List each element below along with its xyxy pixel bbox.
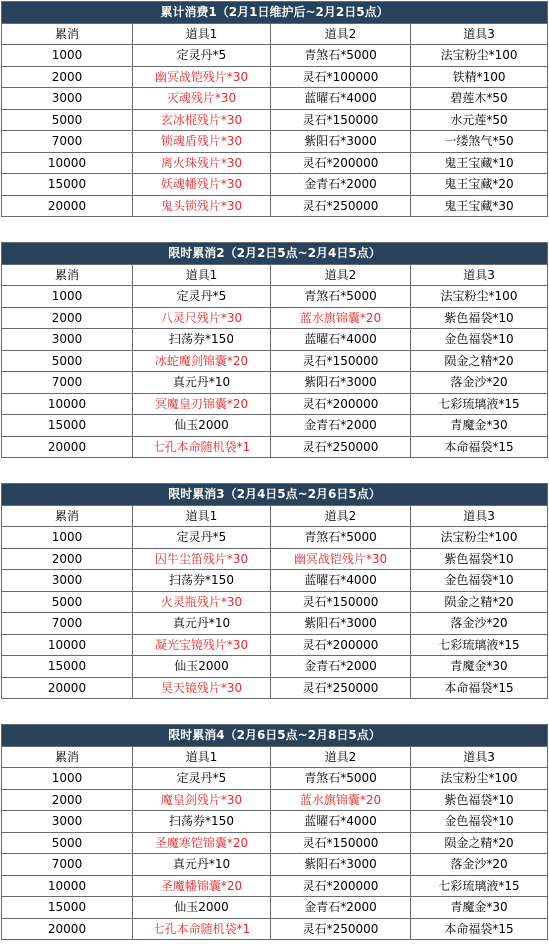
reward-item-cell: 八灵尺残片*30 [133, 307, 271, 329]
column-header: 道具1 [133, 746, 271, 768]
reward-item-cell: 金青石*2000 [271, 897, 411, 919]
spend-threshold-cell: 1000 [2, 45, 133, 67]
table-row [2, 789, 548, 811]
reward-item-cell: 仙玉2000 [133, 415, 271, 437]
reward-item-cell: 金色福袋*10 [411, 811, 548, 833]
reward-item-cell: 灵石*150000 [271, 832, 411, 854]
table-row [2, 329, 548, 351]
reward-item-cell: 灵石*200000 [271, 875, 411, 897]
reward-item-cell: 蓝曜石*4000 [271, 570, 411, 592]
spend-threshold-cell: 20000 [2, 436, 133, 458]
spend-threshold-cell: 3000 [2, 570, 133, 592]
table-row [2, 131, 548, 153]
spend-threshold-cell: 3000 [2, 88, 133, 110]
reward-item-cell: 陨金之精*20 [411, 832, 548, 854]
spend-threshold-cell: 15000 [2, 174, 133, 196]
column-header: 道具1 [133, 505, 271, 527]
reward-item-cell: 蓝曜石*4000 [271, 811, 411, 833]
reward-item-cell: 仙玉2000 [133, 897, 271, 919]
spend-threshold-cell: 2000 [2, 548, 133, 570]
spend-threshold-cell: 20000 [2, 195, 133, 217]
spend-threshold-cell: 1000 [2, 286, 133, 308]
column-header: 道具3 [411, 505, 548, 527]
reward-item-cell: 七孔本命随机袋*1 [133, 918, 271, 940]
reward-item-cell: 定灵丹*5 [133, 527, 271, 549]
table-title: 累计消费1（2月1日维护后~2月2日5点） [2, 2, 548, 24]
table-row [2, 350, 548, 372]
reward-item-cell: 落金沙*20 [411, 613, 548, 635]
table-row [2, 286, 548, 308]
reward-item-cell: 金色福袋*10 [411, 570, 548, 592]
reward-item-cell: 定灵丹*5 [133, 768, 271, 790]
reward-table-3 [1, 483, 548, 699]
reward-table-1 [1, 1, 548, 217]
table-row [2, 152, 548, 174]
table-row [2, 548, 548, 570]
table-row [2, 768, 548, 790]
table-title: 限时累消3（2月4日5点~2月6日5点） [2, 484, 548, 506]
reward-item-cell: 金青石*2000 [271, 415, 411, 437]
column-header: 道具1 [133, 23, 271, 45]
reward-item-cell: 七孔本命随机袋*1 [133, 436, 271, 458]
table-row [2, 656, 548, 678]
reward-item-cell: 灵石*200000 [271, 393, 411, 415]
table-row [2, 897, 548, 919]
table-title-row [2, 243, 548, 265]
table-row [2, 45, 548, 67]
spend-threshold-cell: 20000 [2, 677, 133, 699]
reward-item-cell: 幽冥战铠残片*30 [271, 548, 411, 570]
table-row [2, 174, 548, 196]
spend-threshold-cell: 15000 [2, 656, 133, 678]
reward-item-cell: 灵石*200000 [271, 152, 411, 174]
column-header: 道具1 [133, 264, 271, 286]
reward-item-cell: 妖魂幡残片*30 [133, 174, 271, 196]
reward-item-cell: 幽冥战铠残片*30 [133, 66, 271, 88]
reward-item-cell: 本命福袋*15 [411, 436, 548, 458]
table-row [2, 570, 548, 592]
table-row [2, 88, 548, 110]
reward-item-cell: 紫色福袋*10 [411, 548, 548, 570]
reward-item-cell: 紫阳石*3000 [271, 131, 411, 153]
reward-item-cell: 灵石*250000 [271, 436, 411, 458]
spend-threshold-cell: 10000 [2, 634, 133, 656]
reward-item-cell: 本命福袋*15 [411, 677, 548, 699]
spend-threshold-cell: 2000 [2, 66, 133, 88]
table-title-row [2, 484, 548, 506]
reward-item-cell: 蓝曜石*4000 [271, 329, 411, 351]
table-row [2, 195, 548, 217]
reward-item-cell: 蓝水旗锦囊*20 [271, 307, 411, 329]
table-row [2, 415, 548, 437]
reward-item-cell: 法宝粉尘*100 [411, 768, 548, 790]
column-header-row [2, 505, 548, 527]
reward-item-cell: 紫阳石*3000 [271, 613, 411, 635]
reward-item-cell: 定灵丹*5 [133, 45, 271, 67]
reward-item-cell: 青魔金*30 [411, 415, 548, 437]
table-row [2, 372, 548, 394]
column-header: 道具2 [271, 23, 411, 45]
reward-item-cell: 囚牛尘笛残片*30 [133, 548, 271, 570]
table-row [2, 591, 548, 613]
table-row [2, 854, 548, 876]
column-header-row [2, 746, 548, 768]
reward-item-cell: 鬼头锁残片*30 [133, 195, 271, 217]
table-title: 限时累消2（2月2日5点~2月4日5点） [2, 243, 548, 265]
reward-item-cell: 陨金之精*20 [411, 350, 548, 372]
reward-item-cell: 紫色福袋*10 [411, 789, 548, 811]
reward-table-4 [1, 724, 548, 940]
reward-item-cell: 铁精*100 [411, 66, 548, 88]
table-row [2, 393, 548, 415]
reward-item-cell: 青煞石*5000 [271, 527, 411, 549]
table-row [2, 634, 548, 656]
column-header-row [2, 23, 548, 45]
reward-item-cell: 鬼王宝藏*30 [411, 195, 548, 217]
reward-item-cell: 魔皇剑残片*30 [133, 789, 271, 811]
reward-item-cell: 青魔金*30 [411, 656, 548, 678]
spend-threshold-cell: 5000 [2, 109, 133, 131]
reward-item-cell: 法宝粉尘*100 [411, 286, 548, 308]
reward-item-cell: 扫荡券*150 [133, 811, 271, 833]
reward-item-cell: 昊天镜残片*30 [133, 677, 271, 699]
table-title: 限时累消4（2月6日5点~2月8日5点） [2, 725, 548, 747]
spend-threshold-cell: 10000 [2, 152, 133, 174]
spend-threshold-cell: 20000 [2, 918, 133, 940]
reward-item-cell: 紫阳石*3000 [271, 372, 411, 394]
spend-threshold-cell: 15000 [2, 415, 133, 437]
reward-item-cell: 锁魂盾残片*30 [133, 131, 271, 153]
table-row [2, 436, 548, 458]
reward-item-cell: 蓝曜石*4000 [271, 88, 411, 110]
column-header: 道具3 [411, 264, 548, 286]
column-header: 累消 [2, 505, 133, 527]
reward-item-cell: 金青石*2000 [271, 174, 411, 196]
reward-item-cell: 圣魔寒铠锦囊*20 [133, 832, 271, 854]
reward-item-cell: 真元丹*10 [133, 854, 271, 876]
reward-item-cell: 落金沙*20 [411, 854, 548, 876]
reward-item-cell: 七彩琉璃液*15 [411, 634, 548, 656]
reward-item-cell: 真元丹*10 [133, 372, 271, 394]
reward-item-cell: 灵石*150000 [271, 109, 411, 131]
reward-item-cell: 灵石*250000 [271, 195, 411, 217]
reward-item-cell: 青煞石*5000 [271, 286, 411, 308]
table-row [2, 832, 548, 854]
spend-threshold-cell: 3000 [2, 329, 133, 351]
column-header: 道具2 [271, 746, 411, 768]
column-header-row [2, 264, 548, 286]
reward-item-cell: 仙玉2000 [133, 656, 271, 678]
table-row [2, 918, 548, 940]
spend-threshold-cell: 7000 [2, 131, 133, 153]
table-row [2, 875, 548, 897]
reward-item-cell: 火灵瓶残片*30 [133, 591, 271, 613]
reward-item-cell: 真元丹*10 [133, 613, 271, 635]
table-row [2, 527, 548, 549]
reward-item-cell: 落金沙*20 [411, 372, 548, 394]
reward-item-cell: 本命福袋*15 [411, 918, 548, 940]
spend-threshold-cell: 7000 [2, 854, 133, 876]
column-header: 道具2 [271, 264, 411, 286]
reward-item-cell: 定灵丹*5 [133, 286, 271, 308]
reward-item-cell: 冰蛇魔剑锦囊*20 [133, 350, 271, 372]
spend-threshold-cell: 1000 [2, 768, 133, 790]
spend-threshold-cell: 3000 [2, 811, 133, 833]
reward-item-cell: 紫色福袋*10 [411, 307, 548, 329]
reward-item-cell: 离火珠残片*30 [133, 152, 271, 174]
table-row [2, 66, 548, 88]
reward-item-cell: 七彩琉璃液*15 [411, 393, 548, 415]
spend-threshold-cell: 2000 [2, 789, 133, 811]
column-header: 累消 [2, 264, 133, 286]
spend-threshold-cell: 7000 [2, 613, 133, 635]
table-row [2, 613, 548, 635]
reward-item-cell: 鬼王宝藏*10 [411, 152, 548, 174]
table-title-row [2, 725, 548, 747]
reward-item-cell: 七彩琉璃液*15 [411, 875, 548, 897]
reward-item-cell: 玄冰棍残片*30 [133, 109, 271, 131]
table-title-row [2, 2, 548, 24]
reward-item-cell: 金色福袋*10 [411, 329, 548, 351]
reward-item-cell: 鬼王宝藏*20 [411, 174, 548, 196]
reward-item-cell: 冥魔皇刃锦囊*20 [133, 393, 271, 415]
reward-item-cell: 青魔金*30 [411, 897, 548, 919]
column-header: 道具2 [271, 505, 411, 527]
spend-threshold-cell: 1000 [2, 527, 133, 549]
spend-threshold-cell: 5000 [2, 591, 133, 613]
spend-threshold-cell: 7000 [2, 372, 133, 394]
column-header: 道具3 [411, 746, 548, 768]
table-row [2, 811, 548, 833]
reward-item-cell: 金青石*2000 [271, 656, 411, 678]
reward-item-cell: 灵石*200000 [271, 634, 411, 656]
reward-item-cell: 灵石*100000 [271, 66, 411, 88]
reward-table-2 [1, 242, 548, 458]
spend-threshold-cell: 15000 [2, 897, 133, 919]
reward-item-cell: 青煞石*5000 [271, 45, 411, 67]
table-row [2, 109, 548, 131]
reward-item-cell: 紫阳石*3000 [271, 854, 411, 876]
reward-item-cell: 一缕煞气*50 [411, 131, 548, 153]
reward-item-cell: 灵石*150000 [271, 350, 411, 372]
reward-item-cell: 灵石*150000 [271, 591, 411, 613]
spend-threshold-cell: 10000 [2, 875, 133, 897]
table-row [2, 677, 548, 699]
reward-item-cell: 凝光宝镜残片*30 [133, 634, 271, 656]
reward-item-cell: 灵石*250000 [271, 918, 411, 940]
reward-item-cell: 灭魂残片*30 [133, 88, 271, 110]
spend-threshold-cell: 10000 [2, 393, 133, 415]
reward-item-cell: 青煞石*5000 [271, 768, 411, 790]
column-header: 累消 [2, 23, 133, 45]
reward-item-cell: 圣魔幡锦囊*20 [133, 875, 271, 897]
reward-item-cell: 碧莲木*50 [411, 88, 548, 110]
reward-item-cell: 扫荡券*150 [133, 570, 271, 592]
column-header: 累消 [2, 746, 133, 768]
reward-item-cell: 陨金之精*20 [411, 591, 548, 613]
reward-item-cell: 法宝粉尘*100 [411, 45, 548, 67]
column-header: 道具3 [411, 23, 548, 45]
reward-item-cell: 法宝粉尘*100 [411, 527, 548, 549]
reward-item-cell: 水元莲*50 [411, 109, 548, 131]
reward-item-cell: 扫荡券*150 [133, 329, 271, 351]
spend-threshold-cell: 5000 [2, 350, 133, 372]
table-row [2, 307, 548, 329]
spend-threshold-cell: 5000 [2, 832, 133, 854]
reward-item-cell: 蓝水旗锦囊*20 [271, 789, 411, 811]
spend-threshold-cell: 2000 [2, 307, 133, 329]
reward-item-cell: 灵石*250000 [271, 677, 411, 699]
